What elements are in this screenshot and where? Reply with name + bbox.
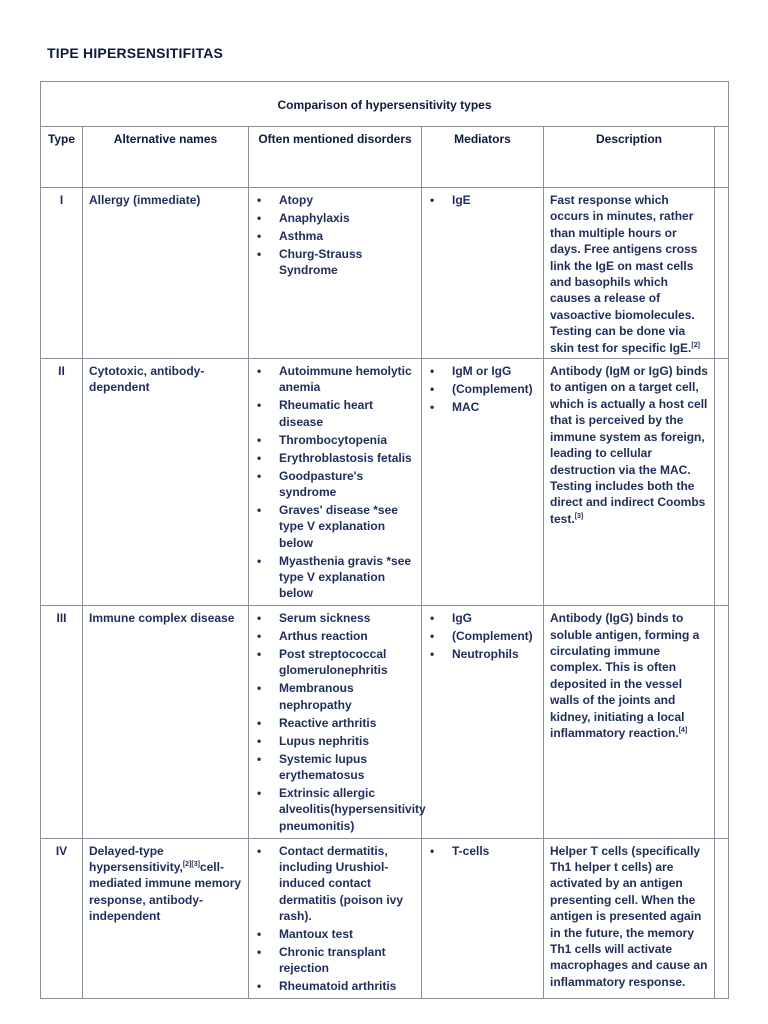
type-cell: IV xyxy=(41,838,83,999)
mediators-cell xyxy=(422,838,544,999)
mediator-item: • Neutrophils xyxy=(428,646,537,662)
disorder-item: • Goodpasture's syndrome xyxy=(255,468,415,501)
disorder-item: • Reactive arthritis xyxy=(255,715,415,731)
disorder-item: • Extrinsic allergic alveolitis(hypersensitivity pneumonitis) xyxy=(255,785,415,834)
disorder-item: • Systemic lupus erythematosus xyxy=(255,751,415,784)
alternative-name-text: Immune complex disease xyxy=(89,611,235,626)
mediator-item: • IgM or IgG xyxy=(428,363,537,379)
disorder-item: • Graves' disease *see type V explanation below xyxy=(255,502,415,551)
disorder-item: • Mantoux test xyxy=(255,926,415,942)
alternative-name-text: Delayed-type hypersensitivity, xyxy=(89,843,183,874)
table-body xyxy=(41,188,729,999)
disorder-item: • Membranous nephropathy xyxy=(255,680,415,713)
type-cell: III xyxy=(41,606,83,838)
alternative-name-cell xyxy=(83,606,249,838)
disorders-cell xyxy=(249,359,422,606)
header-empty-cell xyxy=(715,127,729,188)
disorders-cell xyxy=(249,838,422,999)
description-text: Antibody (IgG) binds to soluble antigen, forming a circulating immune complex. This is often deposited in the vessel walls of the joints and kidney, initiating a local inflammatory reaction. xyxy=(550,611,700,741)
empty-cell xyxy=(715,188,729,359)
alternative-name-cell xyxy=(83,359,249,606)
mediators-cell xyxy=(422,188,544,359)
disorder-item: • Lupus nephritis xyxy=(255,733,415,749)
empty-cell xyxy=(715,359,729,606)
table-header-row xyxy=(41,127,729,188)
description-cell xyxy=(544,359,715,606)
header-mediators: Mediators xyxy=(422,127,544,188)
mediators-cell-list xyxy=(428,843,537,859)
disorder-item: • Thrombocytopenia xyxy=(255,432,415,448)
mediators-cell xyxy=(422,606,544,838)
header-type: Type xyxy=(41,127,83,188)
disorders-cell-list xyxy=(255,363,415,602)
mediator-item: • MAC xyxy=(428,399,537,415)
table-row xyxy=(41,606,729,838)
mediators-cell-list xyxy=(428,192,537,208)
disorder-item: • Anaphylaxis xyxy=(255,210,415,226)
empty-cell xyxy=(715,606,729,838)
description-cell xyxy=(544,606,715,838)
alternative-name-text: Cytotoxic, antibody-dependent xyxy=(89,364,205,395)
citation-superscript[interactable]: [2] xyxy=(691,341,700,349)
document-title: TIPE HIPERSENSITIFITAS xyxy=(47,45,224,61)
disorders-cell-list xyxy=(255,192,415,279)
description-cell xyxy=(544,838,715,999)
table-caption: Comparison of hypersensitivity types xyxy=(41,82,729,127)
description-cell xyxy=(544,188,715,359)
disorder-item: • Asthma xyxy=(255,228,415,244)
header-disorders: Often mentioned disorders xyxy=(249,127,422,188)
disorders-cell xyxy=(249,188,422,359)
header-alternative-names: Alternative names xyxy=(83,127,249,188)
disorder-item: • Erythroblastosis fetalis xyxy=(255,450,415,466)
disorders-cell xyxy=(249,606,426,838)
type-cell: II xyxy=(41,359,83,606)
mediators-cell-list xyxy=(428,610,537,662)
citation-superscript[interactable]: [4] xyxy=(678,727,688,735)
disorder-item: • Contact dermatitis, including Urushiol-induced contact dermatitis (poison ivy rash). xyxy=(255,843,415,925)
disorder-item: • Rheumatic heart disease xyxy=(255,397,415,430)
disorders-cell-list xyxy=(255,610,426,834)
hypersensitivity-table xyxy=(40,81,729,999)
alternative-name-text: Allergy (immediate) xyxy=(89,193,201,207)
disorder-item: • Arthus reaction xyxy=(255,628,415,644)
disorder-item: • Serum sickness xyxy=(255,610,415,626)
mediator-item: • (Complement) xyxy=(428,628,537,644)
disorder-item: • Autoimmune hemolytic anemia xyxy=(255,363,415,396)
mediator-item: • (Complement) xyxy=(428,381,537,397)
mediator-item: • IgE xyxy=(428,192,537,208)
alternative-name-cell xyxy=(83,838,249,999)
disorder-item: • Churg-Strauss Syndrome xyxy=(255,246,415,279)
table-caption-row xyxy=(41,82,729,127)
table-row xyxy=(41,838,729,999)
disorder-item: • Rheumatoid arthritis xyxy=(255,978,415,994)
disorder-item: • Chronic transplant rejection xyxy=(255,944,415,977)
citation-superscript[interactable]: [2][3] xyxy=(182,860,200,868)
type-cell: I xyxy=(41,188,83,359)
mediator-item: • T-cells xyxy=(428,843,537,859)
mediators-cell-list xyxy=(428,363,537,415)
alternative-name-cell xyxy=(83,188,249,359)
disorder-item: • Atopy xyxy=(255,192,415,208)
description-text: Antibody (IgM or IgG) binds to antigen on a target cell, which is actually a host cell that is perceived by the immune system as foreign, leading to cellular destruction via the MAC. Testing includes both the direct and indirect Coombs test. xyxy=(550,364,708,526)
empty-cell xyxy=(715,838,729,999)
citation-superscript[interactable]: [3] xyxy=(574,512,584,520)
disorder-item: • Post streptococcal glomerulonephritis xyxy=(255,646,415,679)
table-row xyxy=(41,359,729,606)
mediator-item: • IgG xyxy=(428,610,537,626)
description-text: Helper T cells (specifically Th1 helper t cells) are activated by an antigen presenting cell. When the antigen is presented again in the future, the memory Th1 cells will activate macrophages and cause an inflammatory response. xyxy=(550,843,708,989)
mediators-cell xyxy=(422,359,544,606)
disorder-item: • Myasthenia gravis *see type V explanation below xyxy=(255,553,415,602)
table-row xyxy=(41,188,729,359)
alternative-name-text: cell-mediated immune memory response, antibody-independent xyxy=(89,859,242,924)
disorders-cell-list xyxy=(255,843,415,995)
header-description: Description xyxy=(544,127,715,188)
description-text: Fast response which occurs in minutes, rather than multiple hours or days. Free antigens cross link the IgE on mast cells and basophils which causes a release of vasoactive biomolecules. Testing can be done via skin test for specific IgE. xyxy=(550,193,698,355)
